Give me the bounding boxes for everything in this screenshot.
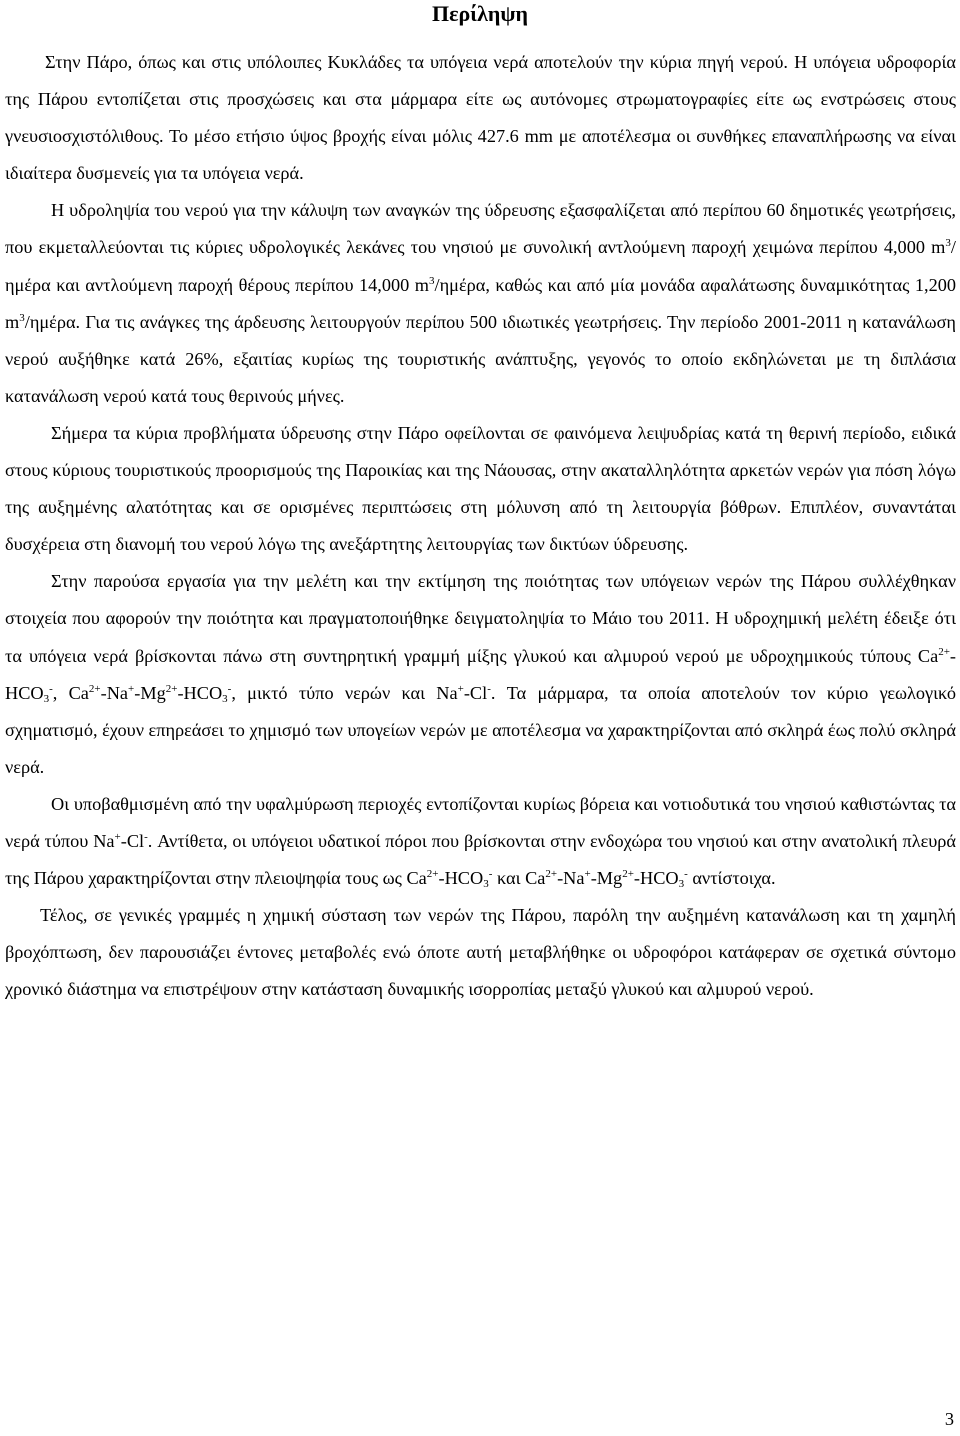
- superscript: 2+: [88, 682, 101, 695]
- text-run: -HCO: [177, 682, 223, 703]
- superscript: 3: [945, 237, 951, 250]
- superscript: +: [584, 868, 591, 881]
- superscript: -: [488, 868, 493, 881]
- abstract-body: [5, 44, 956, 1008]
- paragraph-3: [5, 415, 956, 563]
- superscript: -: [684, 868, 688, 881]
- text-run: -Mg: [590, 868, 623, 889]
- text-run: . Αντίθετα, οι υπόγειοι υδατικοί πόροι που βρίσκονται στην ενδοχώρα του νησιού και στην ανατολική πλευρά της Πάρου χαρακτηρίζονται στην πλειοψηφία τους ως Ca: [5, 830, 956, 889]
- text-run: και Ca: [492, 868, 546, 889]
- text-run: Στην Πάρο, όπως και στις υπόλοιπες Κυκλάδες τα υπόγεια νερά αποτελούν την κύρια πηγή νερού. Η υπόγεια υδροφορία της Πάρου εντοπίζεται στις προσχώσεις και στα μάρμαρα είτε ως αυτόνομες στρωματογραφίες είτε ως ενστρώσεις στους γνευσιοσχιστόλιθους. Το μέσο ετήσιο ύψος βροχής είναι μόλις 427.6 mm με αποτέλεσμα οι συνθήκες επαναπλήρωσης να είναι ιδιαίτερα δυσμενείς για τα υπόγεια νερά.: [5, 52, 956, 184]
- text-run: /ημέρα, καθώς και από μία μονάδα αφαλάτωσης δυναμικότητας 1,200 m: [5, 274, 956, 332]
- text-run: -Mg: [134, 682, 166, 703]
- text-run: /ημέρα και αντλούμενη παροχή θέρους περίπου 14,000 m: [5, 237, 956, 295]
- superscript: 2+: [545, 868, 558, 881]
- text-run: , μικτό τύπο νερών και Na: [231, 682, 458, 703]
- subscript: 3: [222, 692, 228, 705]
- subscript: 3: [678, 878, 685, 891]
- subscript: 3: [43, 692, 50, 705]
- superscript: 3: [429, 274, 435, 287]
- paragraph-2: [5, 192, 956, 415]
- paragraph-4: [5, 563, 956, 786]
- text-run: . Τα μάρμαρα, τα οποία αποτελούν τον κύριο γεωλογικό σχηματισμό, έχουν επηρεάσει το χημισμό των υπογείων νερών με αποτέλεσμα να χαρακτηρίζονται από σκληρά έως πολύ σκληρά νερά.: [5, 682, 956, 777]
- subscript: 3: [483, 878, 489, 891]
- superscript: 2+: [165, 682, 178, 695]
- superscript: +: [128, 682, 135, 695]
- paragraph-1: [5, 44, 956, 192]
- text-run: -Cl: [463, 682, 488, 703]
- superscript: -: [49, 682, 53, 695]
- text-run: -HCO: [5, 645, 956, 703]
- superscript: 2+: [426, 868, 439, 881]
- text-run: Τέλος, σε γενικές γραμμές η χημική σύσταση των νερών της Πάρου, παρόλη την αυξημένη κατανάλωση και τη χαμηλή βροχόπτωση, δεν παρουσιάζει έντονες μεταβολές ενώ όποτε αυτή μεταβλήθηκε οι υδροφόροι κατάφεραν σε σχετικά σύντομο χρονικό διάστημα να επιστρέψουν στην κατάσταση δυναμικής ισορροπίας μεταξύ γλυκού και αλμυρού νερού.: [5, 905, 956, 1000]
- text-run: /ημέρα. Για τις ανάγκες της άρδευσης λειτουργούν περίπου 500 ιδιωτικές γεωτρήσεις. Την περίοδο 2001-2011 η κατανάλωση νερού αυξήθηκε κατά 26%, εξαιτίας κυρίως της τουριστικής ανάπτυξης, γεγονός το οποίο εκδηλώνεται με τη διπλάσια κατανάλωση νερού κατά τους θερινούς μήνες.: [5, 311, 956, 406]
- text-run: Η υδροληψία του νερού για την κάλυψη των αναγκών της ύδρευσης εξασφαλίζεται από περίπου 60 δημοτικές γεωτρήσεις, που εκμεταλλεύονται τις κύριες υδρολογικές λεκάνες του νησιού με συνολική αντλούμενη παροχή χειμώνα περίπου 4,000 m: [5, 200, 956, 258]
- superscript: -: [487, 682, 491, 695]
- text-run: -HCO: [633, 868, 679, 889]
- text-run: -Na: [557, 868, 585, 889]
- superscript: -: [144, 830, 148, 843]
- text-run: αντίστοιχα.: [687, 868, 776, 889]
- text-run: Στην παρούσα εργασία για την μελέτη και την εκτίμηση της ποιότητας των υπόγειων νερών της Πάρου συλλέχθηκαν στοιχεία που αφορούν την ποιότητα και πραγματοποιήθηκε δειγματοληψία το Μάιο του 2011. Η υδροχημική μελέτη έδειξε ότι τα υπόγεια νερά βρίσκονται πάνω στη συντηρητική γραμμή μίξης γλυκού και αλμυρού νερού με υδροχημικούς τύπους Ca: [5, 571, 956, 666]
- superscript: 3: [19, 311, 25, 324]
- superscript: 2+: [938, 645, 950, 658]
- page-title: Περίληψη: [431, 1, 529, 26]
- paragraph-5: [5, 786, 956, 897]
- text-run: -Cl: [120, 830, 145, 851]
- text-run: -Na: [100, 682, 129, 703]
- superscript: +: [114, 830, 121, 843]
- page-number: 3: [944, 1409, 954, 1429]
- superscript: -: [227, 682, 232, 695]
- superscript: +: [457, 682, 464, 695]
- text-run: Οι υποβαθμισμένη από την υφαλμύρωση περιοχές εντοπίζονται κυρίως βόρεια και νοτιοδυτικά του νησιού καθιστώντας τα νερά τύπου Na: [5, 793, 956, 851]
- text-run: , Ca: [52, 682, 89, 703]
- superscript: 2+: [622, 868, 634, 881]
- paragraph-6: [5, 897, 956, 1008]
- text-run: -HCO: [438, 868, 484, 889]
- text-run: Σήμερα τα κύρια προβλήματα ύδρευσης στην Πάρο οφείλονται σε φαινόμενα λειψυδρίας κατά τη θερινή περίοδο, ειδικά στους κύριους τουριστικούς προορισμούς της Παροικίας και της Νάουσας, στην ακαταλληλότητα αρκετών νερών για πόση λόγω της αυξημένης αλατότητας και σε ορισμένες περιπτώσεις στη μόλυνση από τη λειτουργία βόθρων. Επιπλέον, συναντάται δυσχέρεια στη διανομή του νερού λόγω της ανεξάρτητης λειτουργίας των δικτύων ύδρευσης.: [5, 422, 956, 555]
